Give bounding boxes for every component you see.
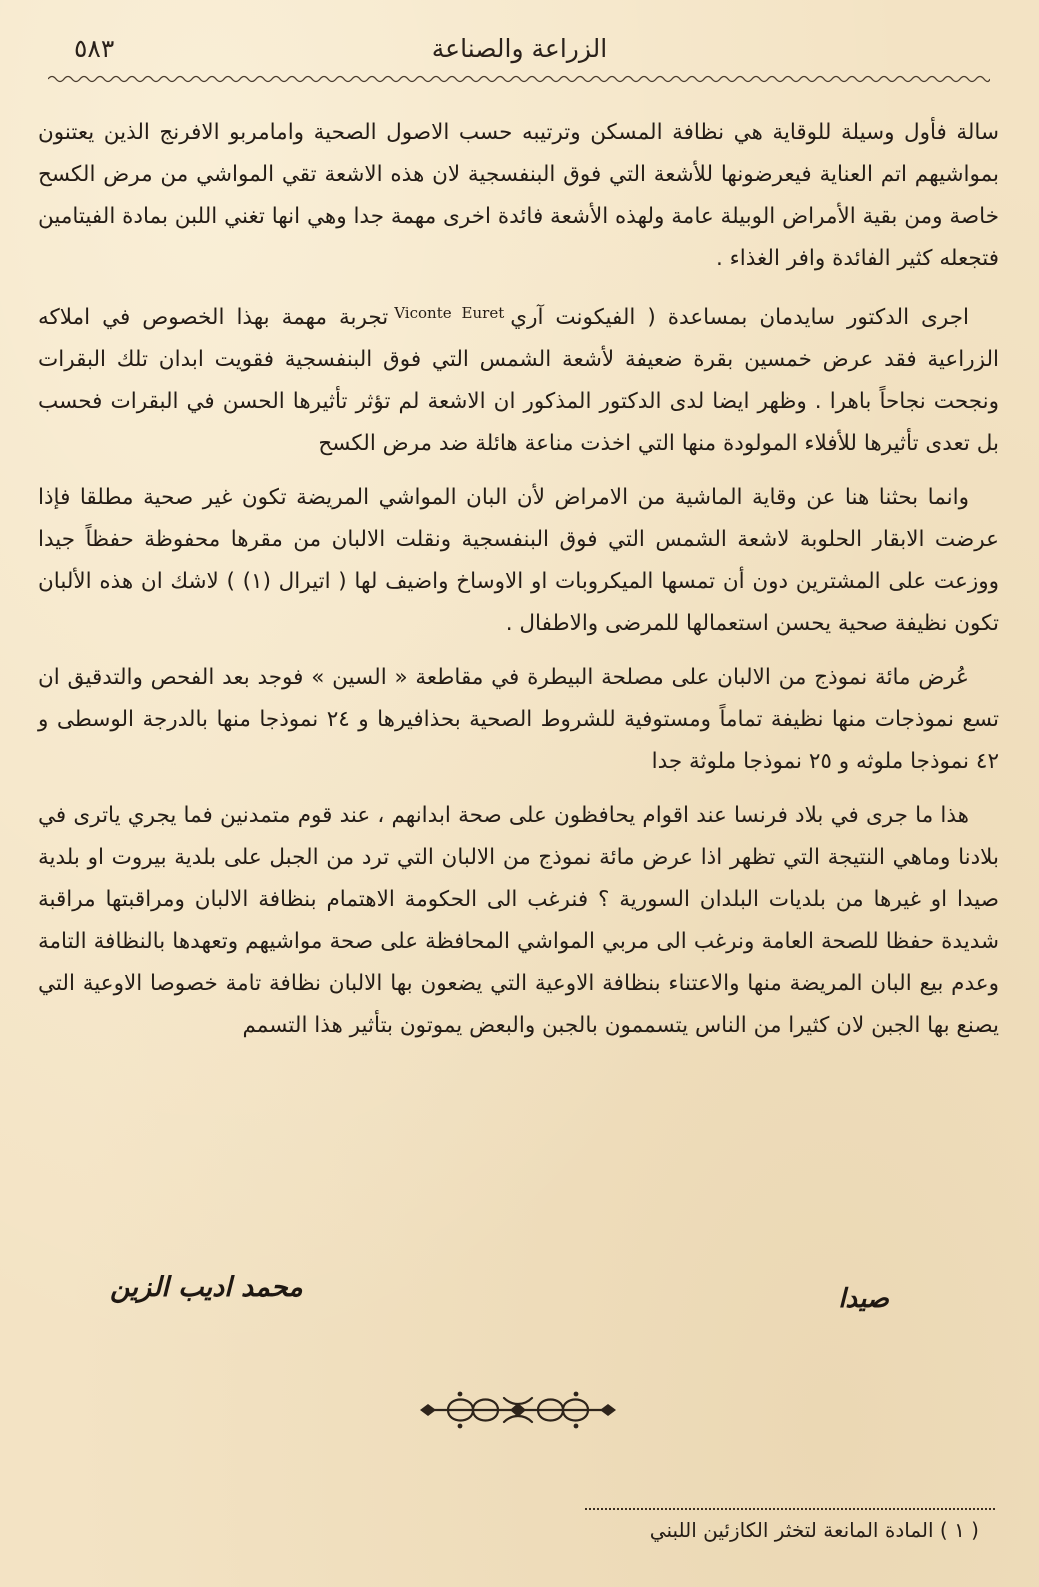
running-title: الزراعة والصناعة (431, 34, 608, 63)
signature-row (90, 1268, 949, 1328)
paragraph-5: هذا ما جرى في بلاد فرنسا عند اقوام يحافظون على صحة ابدانهم ، عند قوم متمدنين فما يجري ياترى في بلادنا وماهي النتيجة التي تظهر اذا عرض مائة نموذج من الالبان التي ترد من الجبل على بلدية بيروت او بلدية صيدا او غيرها من بلديات البلدان السورية ؟ فنرغب الى الحكومة الاهتمام بنظافة الالبان ومراقبتها مراقبة شديدة حفظا للصحة العامة ونرغب الى مربي المواشي المحافظة على صحة مواشيهم وتعهدها بالنظافة التامة وعدم بيع البان المريضة منها والاعتناء بنظافة الاوعية التي يضعون بها الالبان نظافة تامة خصوصا الاوعية التي يصنع بها الجبن لان كثيرا من الناس يتسممون بالجبن والبعض يموتون بتأثير هذا التسمم (38, 803, 999, 1038)
article-body (38, 112, 999, 1059)
paragraph-2-text-before: اجرى الدكتور سايدمان بمساعدة ( الفيكونت آري (510, 305, 969, 330)
footnote-divider (585, 1508, 995, 1510)
footnote-marker: ( ١ ) (939, 1518, 979, 1542)
signature-place: صيدا (838, 1284, 889, 1314)
footnote-text: المادة المانعة لتخثر الكازئين اللبني (649, 1518, 934, 1542)
paragraph-2 (38, 292, 999, 465)
running-head (40, 28, 999, 72)
latin-name: Viconte Euret (394, 304, 505, 322)
signature-author: محمد اديب الزين (110, 1272, 303, 1303)
paragraph-1: سالة فأول وسيلة للوقاية هي نظافة المسكن وترتيبه حسب الاصول الصحية وامامربو الافرنج الذين يعتنون بمواشيهم اتم العناية فيعرضونها للأشعة التي فوق البنفسجية لان هذه الاشعة تقي المواشي من مرض الكسح خاصة ومن بقية الأمراض الوبيلة عامة ولهذه الأشعة فائدة اخرى مهمة جدا وهي انها تغني اللبن بمادة الفيتامين فتجعله كثير الفائدة وافر الغذاء . (38, 120, 999, 271)
wavy-rule-divider (48, 74, 990, 84)
paragraph-3: وانما بحثنا هنا عن وقاية الماشية من الامراض لأن البان المواشي المريضة تكون غير صحية مطلقا فإذا عرضت الابقار الحلوبة لاشعة الشمس التي فوق البنفسجية ونقلت الالبان من مقرها محفوظة حفظاً جيدا ووزعت على المشترين دون أن تمسها الميكروبات او الاوساخ واضيف لها ( اتيرال (١) ) لاشك ان هذه الألبان تكون نظيفة صحية يحسن استعمالها للمرضى والاطفال . (38, 485, 1000, 636)
decorative-ornament-icon (418, 1388, 618, 1432)
page-number: ٥٨٣ (74, 34, 115, 63)
paragraph-4: عُرض مائة نموذج من الالبان على مصلحة البيطرة في مقاطعة « السين » فوجد بعد الفحص والتدقيق ان تسع نموذجات منها نظيفة تماماً ومستوفية للشروط الصحية بحذافيرها و ٢٤ نموذجا منها بالدرجة الوسطى و ٤٢ نموذجا ملوثه و ٢٥ نموذجا ملوثة جدا (38, 665, 999, 774)
footnote (650, 1518, 979, 1542)
paragraph-2-text-after: تجربة مهمة بهذا الخصوص في املاكه الزراعية فقد عرض خمسين بقرة ضعيفة لأشعة الشمس التي فوق البنفسجية فقويت ابدان تلك البقرات ونجحت نجاحاً باهرا . وظهر ايضا لدى الدكتور المذكور ان الاشعة لم تؤثر تأثيرها الحسن في البقرات فحسب بل تعدى تأثيرها للأفلاء المولودة منها التي اخذت مناعة هائلة ضد مرض الكسح (38, 305, 999, 456)
